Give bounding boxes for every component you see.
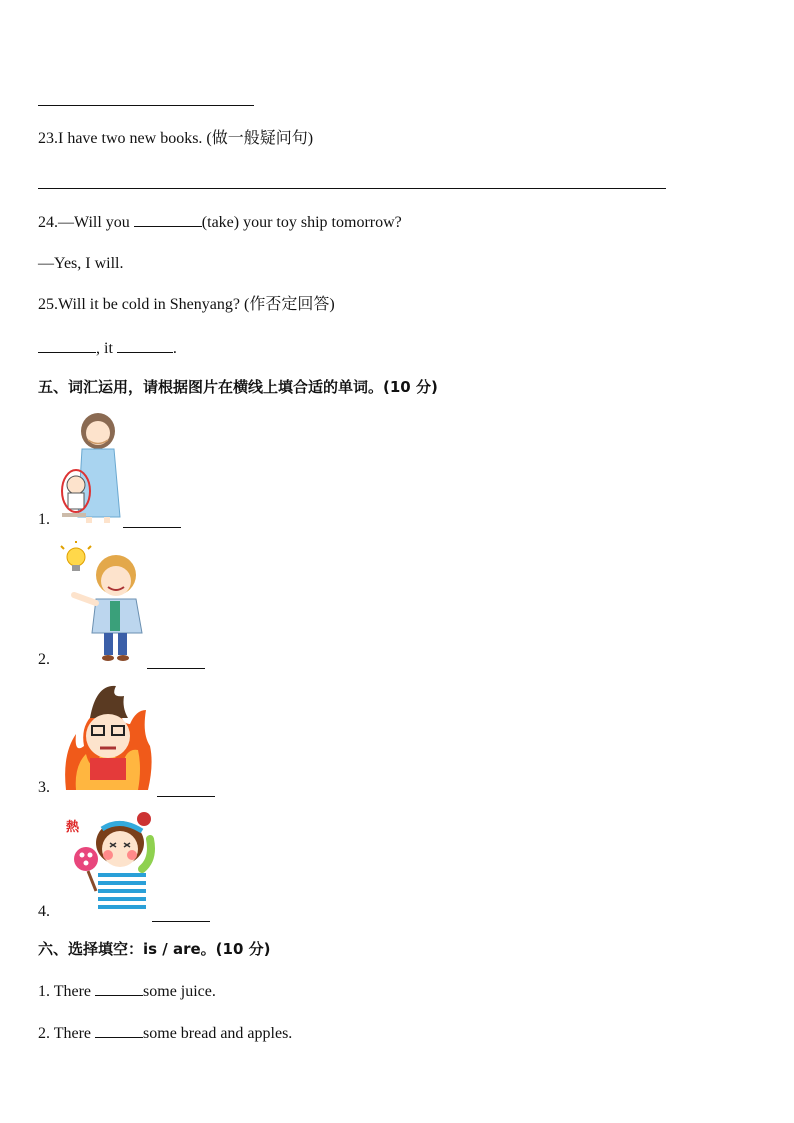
boy-idea-picture <box>60 541 150 665</box>
section5-item-2-number: 2. <box>38 651 50 668</box>
q25-end: . <box>172 340 177 357</box>
q24-suffix: (take) your toy ship tomorrow? <box>201 214 402 231</box>
q24-answer: —Yes, I will. <box>38 255 124 272</box>
section5-item-3-number: 3. <box>38 779 50 796</box>
mother-child-picture <box>58 413 128 525</box>
q24-prefix: 24.—Will you <box>38 214 130 231</box>
q22-answer-line[interactable] <box>38 105 254 106</box>
section6-heading: 六、选择填空：is / are。(10 分) <box>38 940 271 958</box>
section5-item-2-blank[interactable] <box>147 668 205 669</box>
section6-item-1-blank[interactable] <box>95 981 143 996</box>
section6-item-2-blank[interactable] <box>95 1023 143 1038</box>
section5-item-1-blank[interactable] <box>123 527 181 528</box>
q25-answer <box>38 338 177 359</box>
q23-question: 23.I have two new books. (做一般疑问句) <box>38 130 314 147</box>
section6-item-2-suffix: some bread and apples. <box>143 1025 293 1042</box>
section5-item-4-blank[interactable] <box>152 921 210 922</box>
section6-item-1-suffix: some juice. <box>143 983 216 1000</box>
section5-item-4-number: 4. <box>38 903 50 920</box>
hot-girl-picture <box>62 809 158 917</box>
section5-item-1-number: 1. <box>38 511 50 528</box>
angry-boy-picture <box>62 684 154 792</box>
q24-blank[interactable] <box>134 212 202 227</box>
q25-question: 25.Will it be cold in Shenyang? (作否定回答) <box>38 296 335 313</box>
section6-item-1-prefix: 1. There <box>38 983 92 1000</box>
section6-item-1 <box>38 981 216 1002</box>
q25-blank-1[interactable] <box>38 338 96 353</box>
q25-blank-2[interactable] <box>117 338 173 353</box>
section6-item-2-prefix: 2. There <box>38 1025 92 1042</box>
section5-heading: 五、词汇运用，请根据图片在横线上填合适的单词。(10 分) <box>38 378 438 396</box>
q23-answer-line[interactable] <box>38 188 666 189</box>
section5-item-3-blank[interactable] <box>157 796 215 797</box>
section6-item-2 <box>38 1023 292 1044</box>
q25-mid: , it <box>96 340 113 357</box>
hot-hint-char: 熱 <box>66 820 80 835</box>
q24-question <box>38 212 402 233</box>
